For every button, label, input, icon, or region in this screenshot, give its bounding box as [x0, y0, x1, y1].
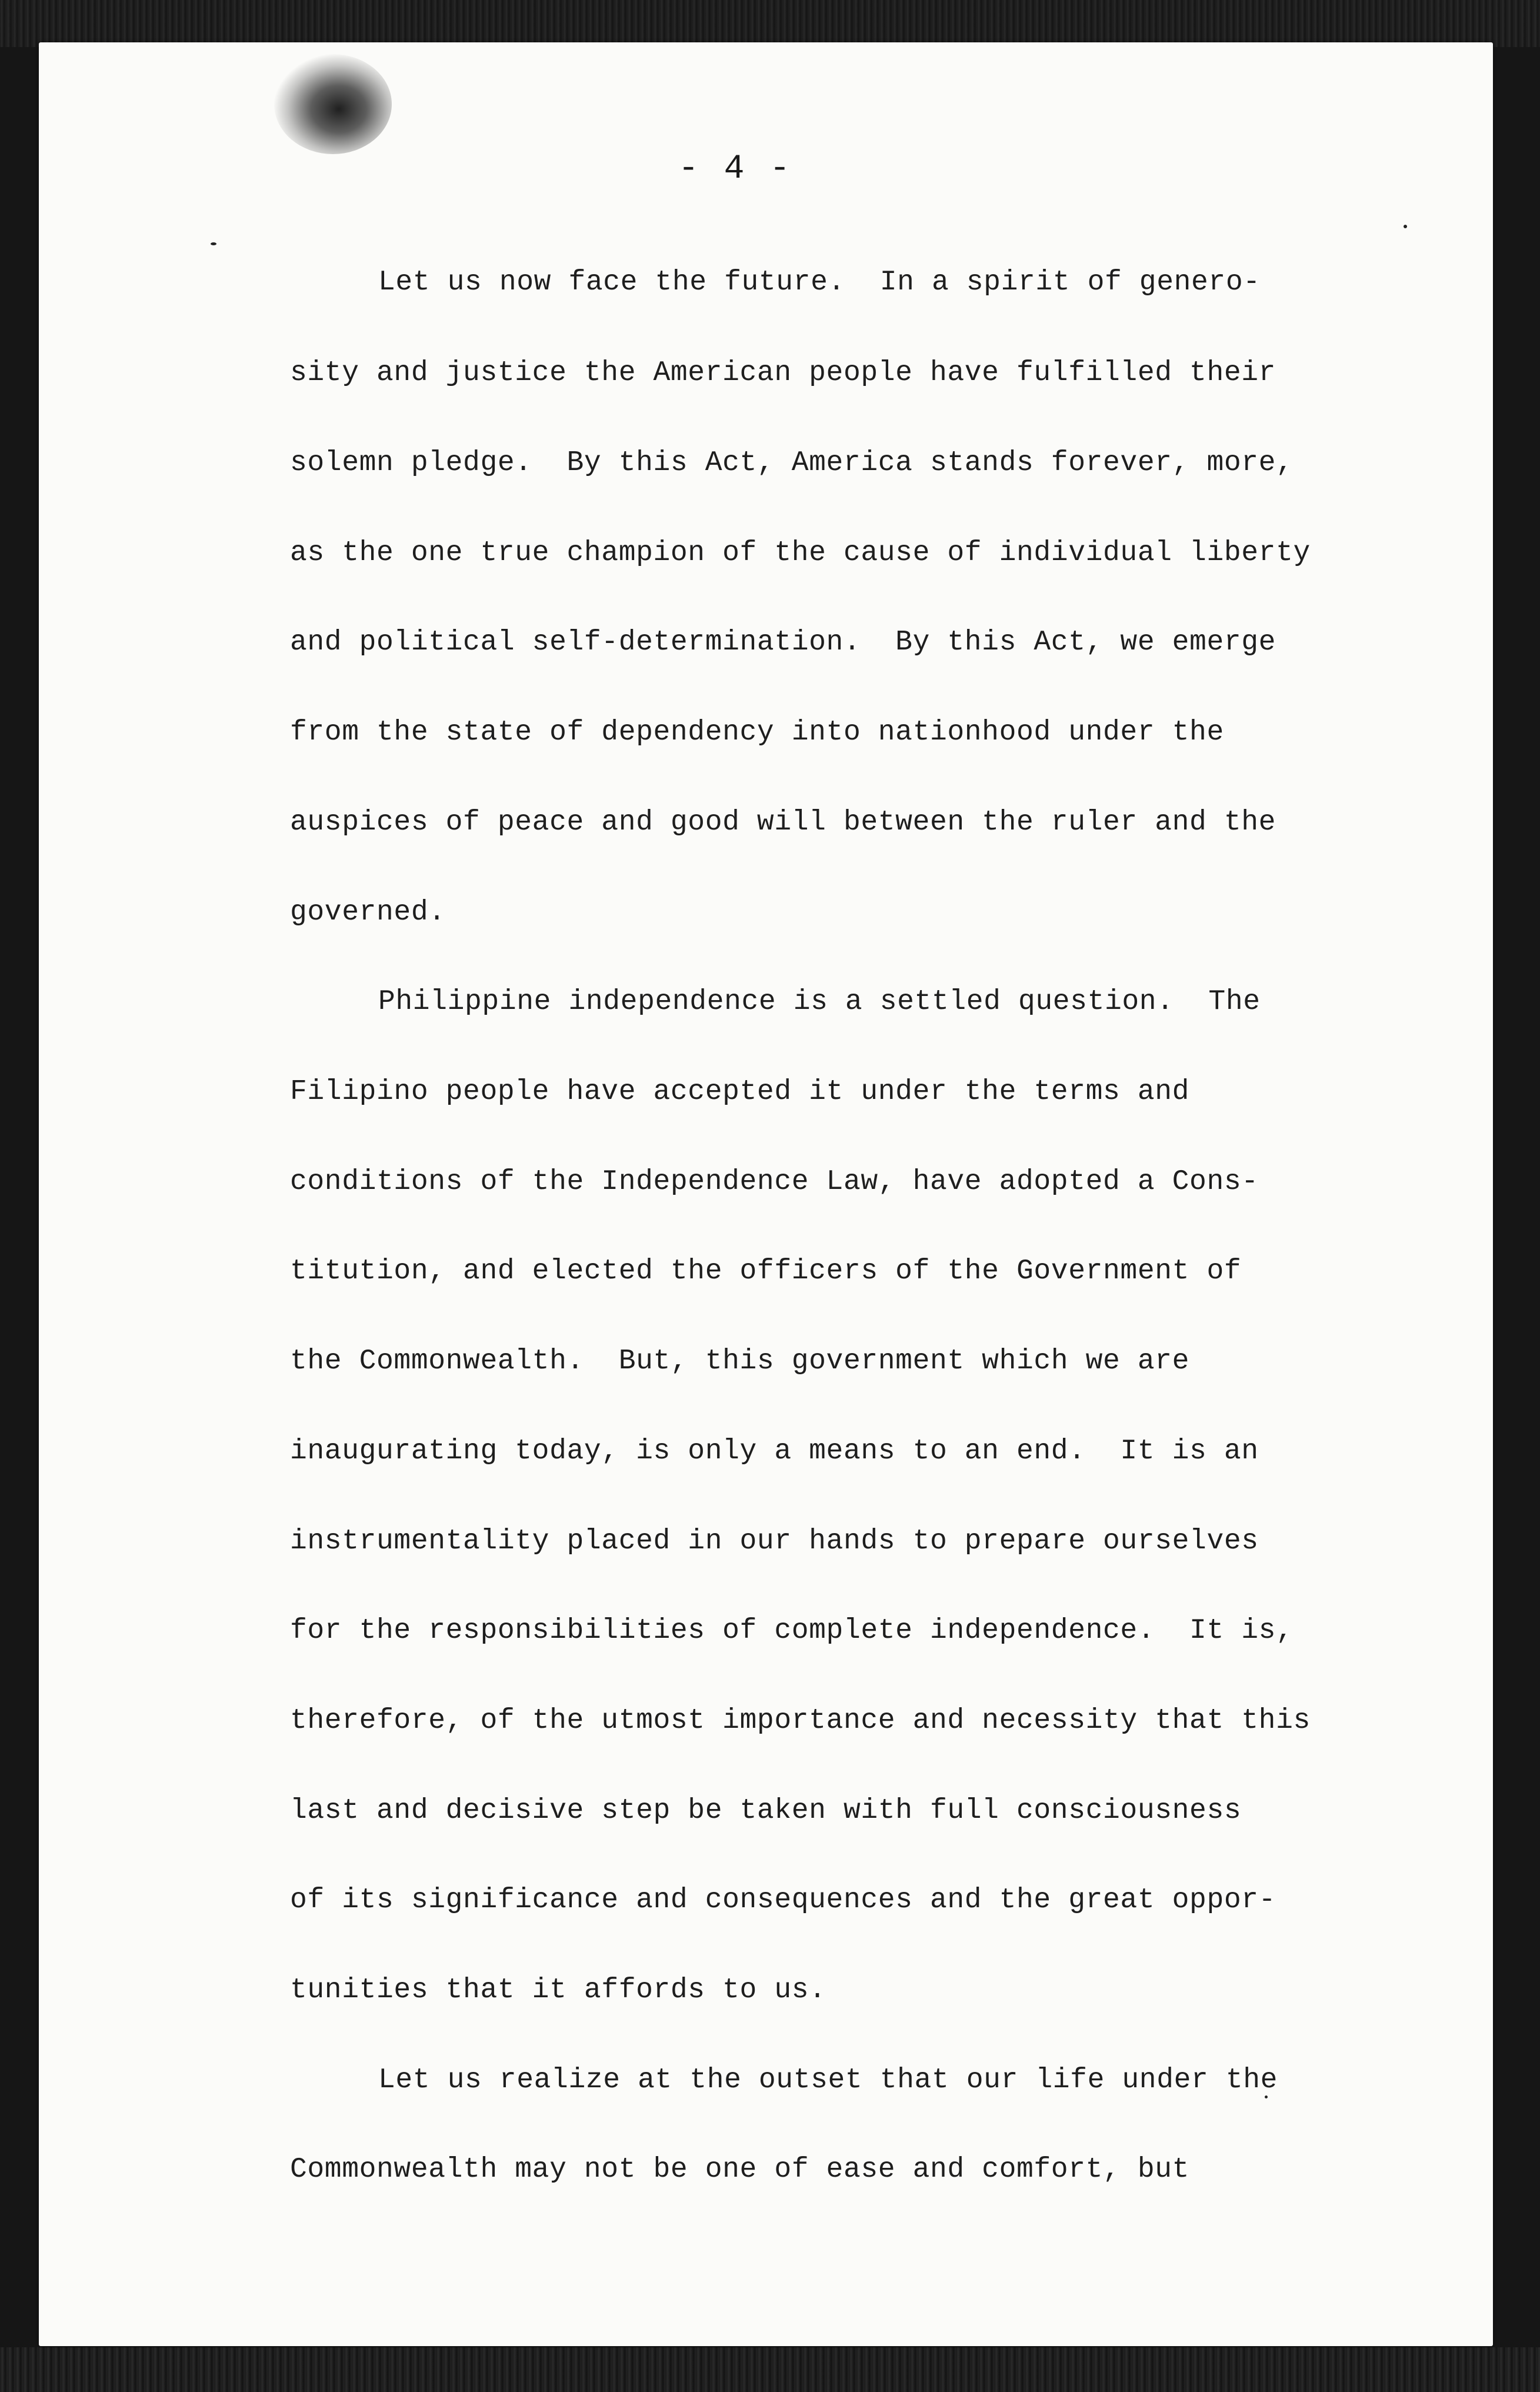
- text-line: Let us realize at the outset that our life under the: [378, 2064, 1278, 2096]
- text-line: auspices of peace and good will between the ruler and the: [290, 807, 1276, 838]
- text-line: from the state of dependency into nationhood under the: [290, 717, 1224, 748]
- text-line: tunities that it affords to us.: [290, 1974, 826, 2006]
- text-line: Filipino people have accepted it under the terms and: [290, 1076, 1190, 1108]
- text-line: inaugurating today, is only a means to an end. It is an: [290, 1435, 1259, 1467]
- scan-border-bottom: [0, 2347, 1540, 2392]
- text-line: as the one true champion of the cause of individual liberty: [290, 537, 1311, 569]
- text-line: and political self-determination. By this Act, we emerge: [290, 627, 1276, 658]
- text-line: instrumentality placed in our hands to prepare ourselves: [290, 1525, 1259, 1557]
- text-line: conditions of the Independence Law, have adopted a Cons-: [290, 1166, 1259, 1198]
- text-line: Philippine independence is a settled question. The: [378, 986, 1261, 1018]
- text-line: titution, and elected the officers of the Government of: [290, 1255, 1242, 1287]
- text-line: solemn pledge. By this Act, America stands forever, more,: [290, 447, 1294, 479]
- text-line: governed.: [290, 897, 446, 928]
- text-line: sity and justice the American people have fulfilled their: [290, 357, 1276, 389]
- stray-mark: [211, 242, 216, 245]
- text-line: for the responsibilities of complete independence. It is,: [290, 1615, 1294, 1647]
- ink-smudge: [274, 54, 392, 154]
- page-number: - 4 -: [678, 150, 793, 188]
- text-line: last and decisive step be taken with full consciousness: [290, 1795, 1242, 1827]
- text-line: Commonwealth may not be one of ease and comfort, but: [290, 2154, 1190, 2186]
- scan-border-top: [0, 0, 1540, 47]
- text-line: therefore, of the utmost importance and necessity that this: [290, 1705, 1311, 1737]
- stray-mark: [1404, 225, 1407, 228]
- text-line: of its significance and consequences and the great oppor-: [290, 1884, 1276, 1916]
- text-line: the Commonwealth. But, this government which we are: [290, 1345, 1190, 1377]
- text-line: Let us now face the future. In a spirit of genero-: [378, 266, 1261, 298]
